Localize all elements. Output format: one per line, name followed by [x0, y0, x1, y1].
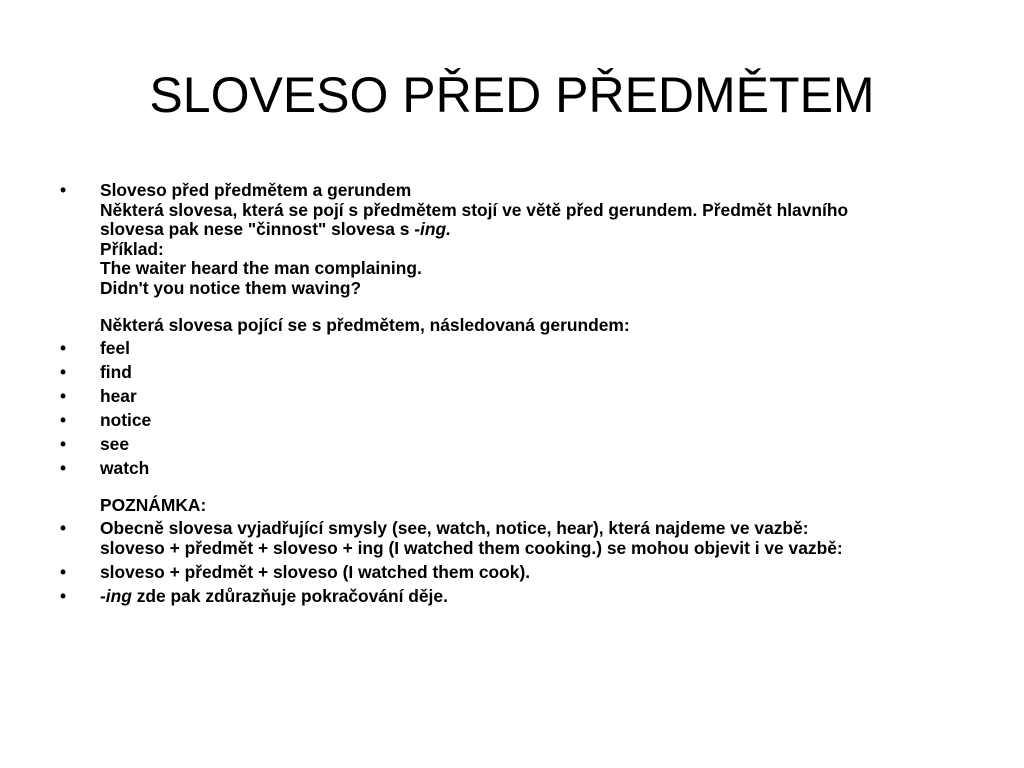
list-item	[0, 411, 1024, 431]
slide-content	[0, 181, 1024, 606]
bullet-marker: •	[60, 362, 67, 383]
note-3	[100, 587, 964, 607]
note-heading: POZNÁMKA:	[100, 494, 207, 515]
intro-heading: Sloveso před předmětem a gerundem	[100, 180, 412, 200]
verb-item: find	[100, 362, 132, 383]
bullet-marker: •	[60, 561, 67, 582]
verb-item: notice	[100, 410, 152, 431]
note-2: sloveso + předmět + sloveso (I watched them cook).	[100, 561, 531, 582]
intro-desc-text: slovesa pak nese "činnost" slovesa s	[100, 219, 415, 240]
bullet-marker: •	[60, 585, 67, 606]
list-item	[0, 387, 1024, 407]
note-heading-row	[0, 496, 1024, 516]
bullet-marker: •	[60, 518, 67, 539]
example-label: Příklad:	[100, 238, 164, 259]
intro-desc-ing: -ing.	[414, 219, 451, 240]
bullet-marker: •	[60, 457, 67, 478]
bullet-marker: •	[60, 338, 67, 359]
intro-desc-line-1: Některá slovesa, která se pojí s předmětem stojí ve větě před gerundem. Předmět hlavního	[100, 199, 849, 220]
verbs-heading: Některá slovesa pojící se s předmětem, následovaná gerundem:	[100, 314, 630, 335]
bullet-marker: •	[60, 410, 67, 431]
note-item-2	[0, 563, 1024, 583]
verbs-heading-row	[0, 316, 1024, 336]
list-item	[0, 339, 1024, 359]
verb-item: feel	[100, 338, 130, 359]
list-item	[0, 363, 1024, 383]
note-item-3	[0, 587, 1024, 607]
example-sentence-1: The waiter heard the man complaining.	[100, 258, 422, 279]
note-1-line-1: Obecně slovesa vyjadřující smysly (see, watch, notice, hear), která najdeme ve vazbě:	[100, 518, 809, 539]
note-item-1	[0, 519, 1024, 558]
note-3-text: zde pak zdůrazňuje pokračování děje.	[131, 585, 448, 606]
note-3-ing: -ing	[100, 585, 132, 606]
list-item	[0, 435, 1024, 455]
verb-item: see	[100, 434, 130, 455]
bullet-marker: •	[60, 434, 67, 455]
verb-item: watch	[100, 457, 150, 478]
example-sentence-2: Didn't you notice them waving?	[100, 277, 362, 298]
intro-desc-line-2	[100, 220, 964, 240]
bullet-marker: •	[60, 386, 67, 407]
note-1-line-2: sloveso + předmět + sloveso + ing (I watched them cooking.) se mohou objevit i ve vazbě:	[100, 537, 843, 558]
intro-bullet	[0, 181, 1024, 299]
list-item	[0, 459, 1024, 479]
slide-title: SLOVESO PŘED PŘEDMĚTEM	[149, 67, 875, 123]
verb-item: hear	[100, 386, 137, 407]
bullet-marker: •	[60, 180, 67, 200]
